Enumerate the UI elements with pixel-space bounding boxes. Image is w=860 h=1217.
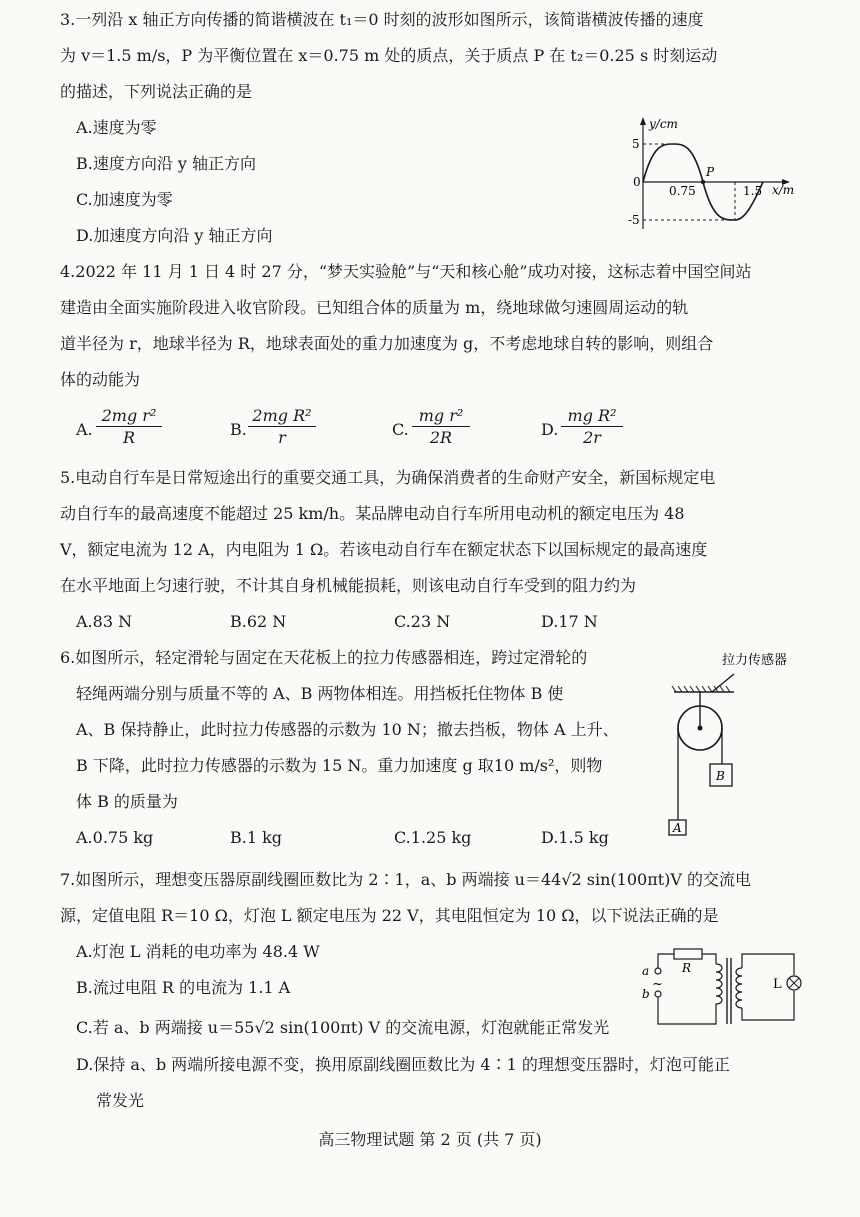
resistor-r-label: R bbox=[682, 961, 692, 975]
q4-stem-line1: 4.2022 年 11 月 1 日 4 时 27 分，“梦天实验舱”与“天和核心舱”成功对接，这标志着中国空间站 bbox=[60, 262, 752, 281]
q3-stem-line1: 3.一列沿 x 轴正方向传播的简谐横波在 t₁＝0 时刻的波形如图所示，该简谐横波传播的速度 bbox=[60, 10, 704, 29]
y-axis-label: y/cm bbox=[649, 117, 678, 131]
q7-option-a: A.灯泡 L 消耗的电功率为 48.4 W bbox=[76, 942, 320, 961]
q3-option-b: B.速度方向沿 y 轴正方向 bbox=[76, 154, 257, 173]
q7-stem-line2: 源，定值电阻 R＝10 Ω，灯泡 L 额定电压为 22 V，其电阻恒定为 10 Ω，以下说法正确的是 bbox=[60, 906, 719, 925]
ac-source-symbol: ~ bbox=[652, 977, 663, 992]
wave-graph bbox=[625, 114, 800, 234]
q4-option-c-letter: C. bbox=[392, 420, 409, 439]
origin-label: 0 bbox=[633, 175, 641, 189]
q7-option-b: B.流过电阻 R 的电流为 1.1 A bbox=[76, 978, 291, 997]
q6-stem-line3: A、B 保持静止，此时拉力传感器的示数为 10 N；撤去挡板，物体 A 上升、 bbox=[76, 720, 619, 739]
q5-option-d: D.17 N bbox=[541, 612, 598, 631]
pulley-axle bbox=[698, 726, 703, 731]
q6-stem-line2: 轻绳两端分别与质量不等的 A、B 两物体相连。用挡板托住物体 B 使 bbox=[76, 684, 564, 703]
point-p bbox=[701, 180, 705, 184]
q6-option-a: A.0.75 kg bbox=[76, 828, 154, 847]
q4-stem-line4: 体的动能为 bbox=[60, 370, 141, 389]
y-tick-top: 5 bbox=[632, 137, 640, 151]
terminal-a bbox=[655, 968, 661, 974]
q4-option-d-fraction: $\frac{\text{mg R²}}{2r}$ bbox=[561, 406, 623, 449]
terminal-b-label: b bbox=[642, 987, 650, 1001]
q4-stem-line3: 道半径为 r，地球半径为 R，地球表面处的重力加速度为 g，不考虑地球自转的影响，则组合 bbox=[60, 334, 714, 353]
q7-option-c: C.若 a、b 两端接 u＝55√2 sin(100πt) V 的交流电源，灯泡就能正常发光 bbox=[76, 1018, 610, 1037]
q5-stem-line2: 动自行车的最高速度不能超过 25 km/h。某品牌电动自行车所用电动机的额定电压为 48 bbox=[60, 504, 685, 523]
q4-stem-line2: 建造由全面实施阶段进入收官阶段。已知组合体的质量为 m，绕地球做匀速圆周运动的轨 bbox=[60, 298, 689, 317]
q4-option-a-letter: A. bbox=[76, 420, 93, 439]
q5-stem-line4: 在水平地面上匀速行驶，不计其自身机械能损耗，则该电动自行车受到的阻力约为 bbox=[60, 576, 637, 595]
q3-stem-line3: 的描述，下列说法正确的是 bbox=[60, 82, 253, 101]
x-tick-15: 1.5 bbox=[743, 184, 763, 198]
q7-option-d: D.保持 a、b 两端所接电源不变，换用原副线圈匝数比为 4∶1 的理想变压器时，灯泡可能正 bbox=[76, 1055, 730, 1074]
q4-option-b-fraction: $\frac{\text{2mg R²}}{r}$ bbox=[248, 406, 316, 449]
q5-option-b: B.62 N bbox=[230, 612, 287, 631]
transformer-circuit bbox=[636, 940, 806, 1030]
q6-stem-line1: 6.如图所示，轻定滑轮与固定在天花板上的拉力传感器相连，跨过定滑轮的 bbox=[60, 648, 588, 667]
q7-option-d-continued: 常发光 bbox=[96, 1091, 145, 1110]
x-tick-075: 0.75 bbox=[669, 184, 696, 198]
q6-option-c: C.1.25 kg bbox=[394, 828, 472, 847]
q4-option-a-fraction: $\frac{\text{2mg r²}}{R}$ bbox=[96, 406, 162, 449]
q3-stem-line2: 为 v＝1.5 m/s，P 为平衡位置在 x＝0.75 m 处的质点，关于质点 P 在 t₂＝0.25 s 时刻运动 bbox=[60, 46, 718, 65]
q4-option-b-letter: B. bbox=[230, 420, 247, 439]
q4-option-c-fraction: $\frac{\text{mg r²}}{2R}$ bbox=[412, 406, 470, 449]
q3-option-a: A.速度为零 bbox=[76, 118, 157, 137]
q4-option-d-letter: D. bbox=[541, 420, 559, 439]
q6-option-d: D.1.5 kg bbox=[541, 828, 609, 847]
q3-option-c: C.加速度为零 bbox=[76, 190, 173, 209]
lamp-l-label: L bbox=[773, 977, 782, 992]
secondary-coil bbox=[736, 968, 742, 1008]
point-p-label: P bbox=[706, 165, 715, 179]
sensor-pointer bbox=[712, 674, 734, 692]
x-axis-label: x/m bbox=[772, 183, 795, 197]
resistor-r bbox=[674, 949, 702, 959]
block-a-label: A bbox=[673, 821, 682, 835]
q5-option-a: A.83 N bbox=[76, 612, 133, 631]
q3-option-d: D.加速度方向沿 y 轴正方向 bbox=[76, 226, 273, 245]
page-footer: 高三物理试题 第 2 页 (共 7 页) bbox=[318, 1130, 542, 1149]
q6-stem-line4: B 下降，此时拉力传感器的示数为 15 N。重力加速度 g 取10 m/s²，则物 bbox=[76, 756, 603, 775]
primary-coil bbox=[716, 964, 722, 1012]
y-tick-bottom: -5 bbox=[628, 213, 640, 227]
q5-option-c: C.23 N bbox=[394, 612, 451, 631]
q7-stem-line1: 7.如图所示，理想变压器原副线圈匝数比为 2∶1，a、b 两端接 u＝44√2 sin(100πt)V 的交流电 bbox=[60, 870, 752, 889]
terminal-a-label: a bbox=[642, 964, 650, 978]
q5-stem-line1: 5.电动自行车是日常短途出行的重要交通工具，为确保消费者的生命财产安全，新国标规定电 bbox=[60, 468, 716, 487]
q6-option-b: B.1 kg bbox=[230, 828, 283, 847]
pulley-diagram bbox=[660, 648, 810, 843]
sensor-label: 拉力传感器 bbox=[722, 653, 788, 668]
q5-stem-line3: V，额定电流为 12 A，内电阻为 1 Ω。若该电动自行车在额定状态下以国标规定的最高速度 bbox=[60, 540, 708, 559]
q6-stem-line5: 体 B 的质量为 bbox=[76, 792, 178, 811]
block-b-label: B bbox=[716, 769, 725, 783]
